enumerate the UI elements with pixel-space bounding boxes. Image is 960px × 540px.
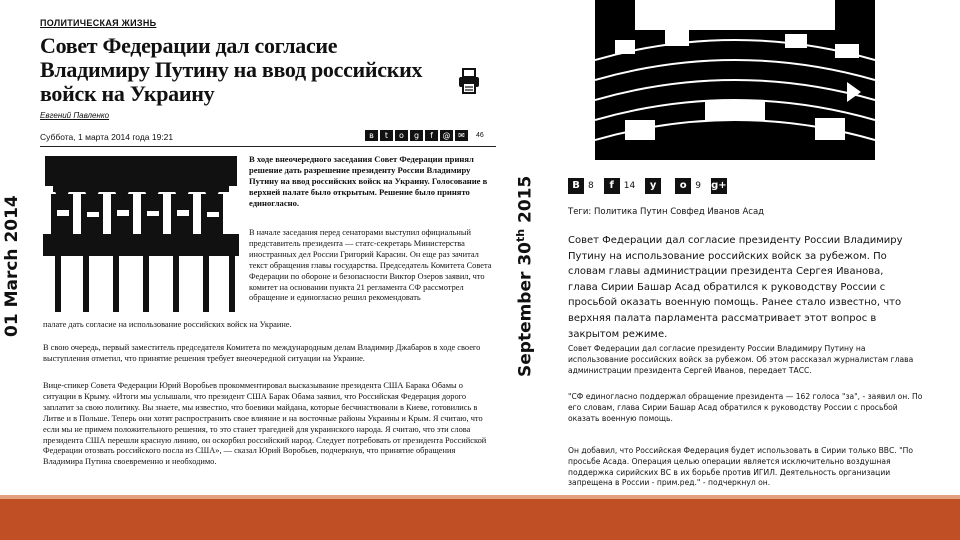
article-author[interactable]: Евгений Павленко — [40, 111, 110, 120]
vk-icon[interactable]: в — [365, 130, 378, 141]
date-label-right — [514, 176, 536, 377]
article-lead: В ходе внеочередного заседания Совет Федерации принял решение дать разрешение президенту России Владимиру Путину на ввод российских войск на Украину. Голосование в верхней палате было открытым. Решение было принято единогласно. — [249, 154, 488, 208]
senate-session-photo — [43, 150, 239, 316]
ok-icon[interactable]: о — [395, 130, 408, 141]
right-article-clipping — [560, 0, 960, 496]
gplus-icon[interactable]: g — [410, 130, 423, 141]
article-paragraph: В начале заседания перед сенаторами выступил официальный представитель президента — статс-секретарь Министерства иностранных дел России Григорий Карасин. Он еще раз зачитал текст обращения главы государства. Председатель Комитета Совета Федерации по обороне и безопасности Виктор Озеров заявил, что комитет на основании пункта 21 регламента СФ рассмотрел обращение и единогласно решил рекомендовать — [249, 228, 492, 303]
article-paragraph: В свою очередь, первый заместитель председателя Комитета по международным делам Владимир Джабаров в ходе своего выступления отметил, что принятие решения требует внеочередной ситуации на Украине. — [43, 343, 481, 363]
ok-icon[interactable]: o — [675, 178, 691, 194]
date-label-right-main: September 30 — [515, 242, 536, 377]
article-lead: Совет Федерации дал согласие президенту России Владимиру Путину на использование российских войск за рубежом. По словам главы администрации президента Сергея Иванова, глава Сирии Башар Асад обратился к руководству России с просьбой оказать военную помощь. Ранее стало известно, что верхняя палата парламента рассматривает этот вопрос в закрытом режиме. — [568, 235, 903, 340]
article-rubric[interactable]: ПОЛИТИЧЕСКАЯ ЖИЗНЬ — [40, 18, 157, 28]
article-paragraph: "СФ единогласно поддержал обращение президента — 162 голоса "за", - заявил он. По его словам, глава Сирии Башар Асад обратился к руководству России с просьбой оказать военную помощь. — [568, 392, 923, 423]
facebook-icon[interactable]: f — [604, 178, 620, 194]
email-icon[interactable]: ✉ — [455, 130, 468, 141]
left-article-clipping — [40, 6, 496, 496]
date-label-right-year: 2015 — [515, 175, 536, 229]
facebook-icon[interactable]: f — [425, 130, 438, 141]
facebook-share-count: 14 — [623, 181, 636, 191]
twitter-icon[interactable]: t — [380, 130, 393, 141]
print-icon[interactable] — [458, 68, 480, 94]
vk-share-count: 8 — [588, 181, 594, 191]
mail-icon[interactable]: @ — [440, 130, 453, 141]
twitter-icon[interactable]: y — [645, 178, 661, 194]
share-count: 46 — [476, 132, 484, 139]
ok-share-count: 9 — [695, 181, 701, 191]
article-paragraph: Совет Федерации дал согласие президенту России Владимиру Путину на использование российских войск за рубежом. Об этом рассказал журналистам глава администрации президента Сергей Иванов, передает ТАСС. — [568, 344, 914, 375]
gplus-icon[interactable]: g+ — [711, 178, 727, 194]
slide-footer-bar — [0, 499, 960, 540]
article-paragraph: Вице-спикер Совета Федерации Юрий Воробьев прокомментировал высказывание президента США Барака Обамы о ситуации в Крыму. «Итоги мы услышали, что президент США Барак Обама заявил, что Российская Федерация дорого заплатит за свою политику. Вы знаете, мы известно, что боевики майдана, которые бесчинствовали в Киеве, готовились в Литве и в Польше. Теперь они хотят распространить свое влияние и на восточные районы Украины и Крым. Я считаю, что если мы не примем положительного решения, то это станет трагедией для украинского народа. Я считаю, что эти слова президента США перешли красную линию, он оскорбил российский народ. Следует потребовать от президента Российской Федерации отозвать российского посла из США», — сказал Юрий Воробьев, подчеркнув, что принятие обращения Владимира Путина своевременно и необходимо. — [43, 381, 487, 467]
date-label-right-suffix: th — [514, 228, 527, 243]
article-paragraph: Он добавил, что Российская Федерация будет использовать в Сирии только ВВС. "По просьбе Асада. Операция целью операции является исключительно воздушная поддержка сирийских ВС в их борьбе против ИГИЛ. Деятельность организации запрещена в России - прим.ред." - подчеркнул он. — [568, 446, 913, 488]
article-paragraph-continued: палате дать согласие на использование российских войск на Украине. — [43, 320, 292, 329]
date-label-left: 01 March 2014 — [2, 195, 22, 337]
article-meta-row — [40, 132, 496, 147]
vk-icon[interactable]: B — [568, 178, 584, 194]
parliament-hall-photo — [595, 0, 875, 160]
social-share-bar — [568, 176, 727, 196]
article-date: Суббота, 1 марта 2014 года 19:21 — [40, 132, 174, 142]
article-tags[interactable]: Теги: Политика Путин Совфед Иванов Асад — [568, 207, 765, 217]
article-headline: Совет Федерации дал согласие Владимиру Путину на ввод российских войск на Украину — [40, 33, 423, 106]
share-buttons — [365, 130, 468, 141]
